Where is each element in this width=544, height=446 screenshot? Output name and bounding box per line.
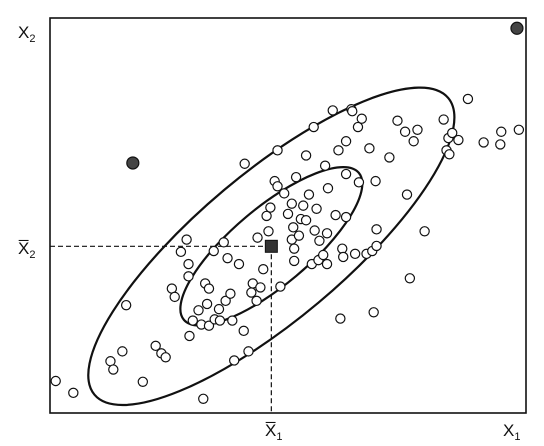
observation-point (109, 365, 118, 374)
observation-point (247, 288, 256, 297)
observation-point (319, 250, 328, 259)
observation-point (341, 137, 350, 146)
observation-point (514, 125, 523, 134)
observation-point (322, 229, 331, 238)
observation-point (239, 326, 248, 335)
observation-point (354, 178, 363, 187)
observation-point (234, 259, 243, 268)
observation-point (290, 244, 299, 253)
observation-point (209, 246, 218, 255)
observation-point (439, 115, 448, 124)
observation-point (496, 140, 505, 149)
observation-point (400, 127, 409, 136)
observation-point (184, 272, 193, 281)
observation-point (372, 225, 381, 234)
mean-marker (265, 240, 277, 252)
observation-point (409, 137, 418, 146)
observation-point (264, 227, 273, 236)
observation-point (199, 394, 208, 403)
observation-point (185, 331, 194, 340)
observation-point (202, 299, 211, 308)
observation-point (273, 146, 282, 155)
observation-point (219, 238, 228, 247)
outlier-point (511, 22, 523, 34)
observation-point (176, 247, 185, 256)
observation-point (402, 190, 411, 199)
x-mean-label: $X̅_1$ (265, 421, 283, 443)
observation-point (341, 212, 350, 221)
observation-point (215, 316, 224, 325)
x-axis-label: $X_1$ (503, 421, 521, 443)
observation-point (445, 150, 454, 159)
observation-point (372, 241, 381, 250)
observation-point (341, 169, 350, 178)
observation-point (463, 94, 472, 103)
observation-point (204, 284, 213, 293)
observation-point (226, 289, 235, 298)
observation-point (309, 122, 318, 131)
observation-point (334, 146, 343, 155)
observation-point (194, 306, 203, 315)
observation-point (182, 235, 191, 244)
observation-point (321, 161, 330, 170)
observation-point (454, 135, 463, 144)
observation-point (214, 305, 223, 314)
observation-point (244, 347, 253, 356)
observation-point (118, 347, 127, 356)
observation-point (287, 199, 296, 208)
observation-point (323, 184, 332, 193)
observation-point (328, 106, 337, 115)
observation-point (336, 314, 345, 323)
observation-point (312, 204, 321, 213)
data-points (51, 22, 523, 403)
observation-point (371, 177, 380, 186)
observation-point (299, 201, 308, 210)
y-mean-label: $X̅_2$ (18, 239, 36, 261)
observation-point (294, 231, 303, 240)
observation-point (280, 189, 289, 198)
observation-point (315, 236, 324, 245)
mean-guides (50, 246, 271, 413)
observation-point (253, 233, 262, 242)
outlier-point (127, 157, 139, 169)
observation-point (252, 296, 261, 305)
observation-point (291, 173, 300, 182)
observation-point (51, 376, 60, 385)
observation-point (479, 138, 488, 147)
observation-point (385, 153, 394, 162)
observation-point (230, 356, 239, 365)
observation-point (393, 116, 402, 125)
observation-point (322, 259, 331, 268)
observation-point (405, 274, 414, 283)
observation-point (283, 209, 292, 218)
observation-point (365, 144, 374, 153)
observation-point (276, 282, 285, 291)
observation-point (289, 223, 298, 232)
observation-point (228, 316, 237, 325)
observation-point (413, 125, 422, 134)
observation-point (301, 151, 310, 160)
y-axis-label: $X_2$ (18, 23, 36, 45)
observation-point (122, 301, 131, 310)
observation-point (339, 252, 348, 261)
observation-point (184, 259, 193, 268)
observation-point (331, 211, 340, 220)
observation-point (223, 254, 232, 263)
observation-point (348, 107, 357, 116)
observation-point (290, 256, 299, 265)
observation-point (266, 203, 275, 212)
observation-point (170, 292, 179, 301)
observation-point (497, 127, 506, 136)
observation-point (69, 388, 78, 397)
observation-point (357, 114, 366, 123)
observation-point (301, 216, 310, 225)
observation-point (256, 283, 265, 292)
observation-point (369, 308, 378, 317)
observation-point (138, 377, 147, 386)
observation-point (310, 226, 319, 235)
observation-point (188, 316, 197, 325)
observation-point (161, 353, 170, 362)
observation-point (240, 159, 249, 168)
observation-point (304, 190, 313, 199)
observation-point (420, 227, 429, 236)
observation-point (259, 265, 268, 274)
observation-point (351, 249, 360, 258)
